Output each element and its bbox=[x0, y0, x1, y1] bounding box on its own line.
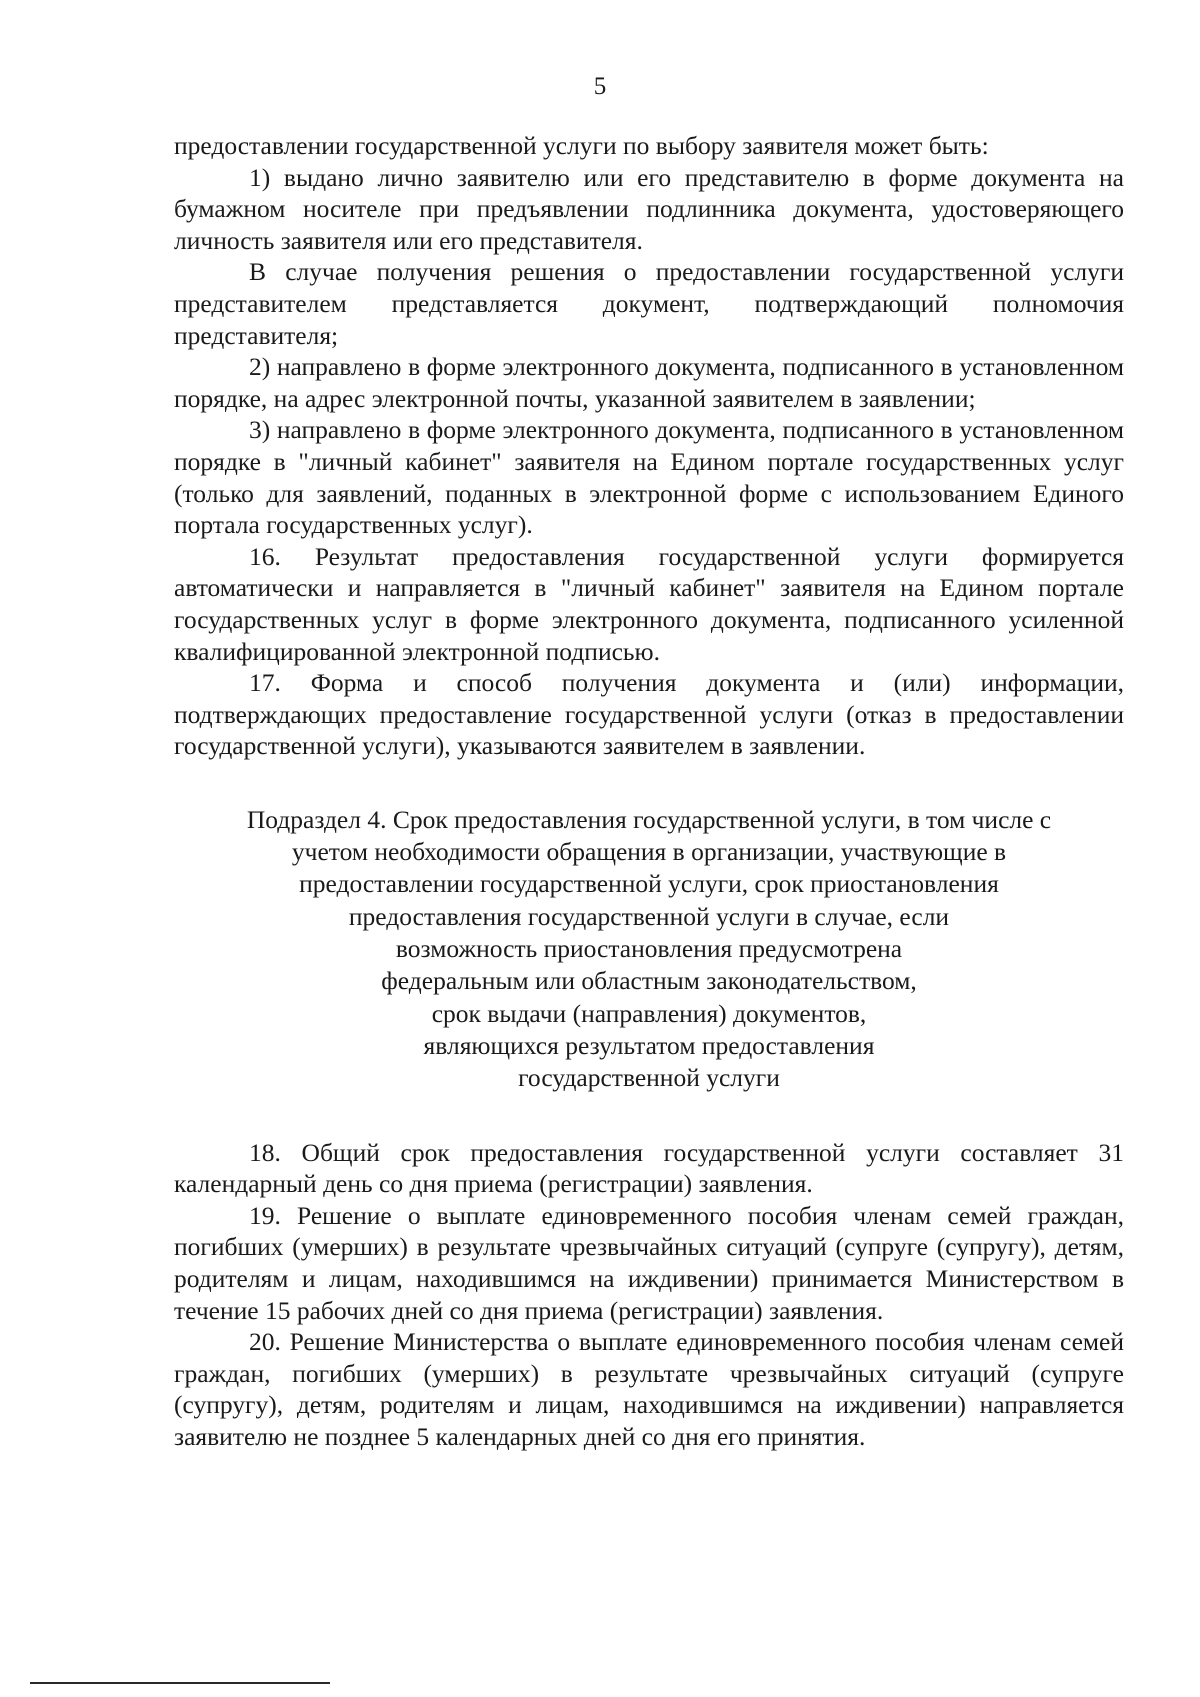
paragraph: 16. Результат предоставления государственной услуги формируется автоматически и направляется в "личный кабинет" заявителя на Едином портале государственных услуг в форме электронного документа, подписанного усиленной квалифицированной электронной подписью. bbox=[174, 541, 1124, 666]
paragraph: 19. Решение о выплате единовременного пособия членам семей граждан, погибших (умерших) в результате чрезвычайных ситуаций (супруге (супругу), детям, родителям и лицам, находившимся на иждивении) принимается Министерством в течение 15 рабочих дней со дня приема (регистрации) заявления. bbox=[174, 1200, 1124, 1325]
paragraph: 20. Решение Министерства о выплате единовременного пособия членам семей граждан, погибших (умерших) в результате чрезвычайных ситуаций (супруге (супругу), детям, родителям и лицам, находившимся на иждивении) направляется заявителю не позднее 5 календарных дней со дня его принятия. bbox=[174, 1327, 1124, 1451]
heading-line: являющихся результатом предоставления bbox=[423, 1030, 875, 1060]
footer-rule bbox=[30, 1682, 330, 1684]
heading-line: предоставлении государственной услуги, срок приостановления bbox=[299, 869, 999, 899]
section-before-heading bbox=[174, 130, 1124, 762]
paragraph: 17. Форма и способ получения документа и (или) информации, подтверждающих предоставление государственной услуги (отказ в предоставлении государственной услуги), указываются заявителем в заявлении. bbox=[174, 668, 1124, 761]
paragraph: 2) направлено в форме электронного документа, подписанного в установленном порядке, на адрес электронной почты, указанной заявителем в заявлении; bbox=[174, 352, 1124, 413]
heading-line: федеральным или областным законодательством, bbox=[381, 966, 917, 996]
heading-line: учетом необходимости обращения в организации, участвующие в bbox=[291, 837, 1007, 867]
subsection-heading bbox=[174, 804, 1124, 1095]
page-number: 5 bbox=[593, 73, 607, 100]
paragraph: 18. Общий срок предоставления государственной услуги составляет 31 календарный день со дня приема (регистрации) заявления. bbox=[174, 1137, 1124, 1199]
document-body bbox=[174, 130, 1124, 1452]
paragraph: 1) выдано лично заявителю или его представителю в форме документа на бумажном носителе при предъявлении подлинника документа, удостоверяющего личность заявителя или его представителя. bbox=[174, 162, 1124, 255]
paragraph: предоставлении государственной услуги по выбору заявителя может быть: bbox=[174, 131, 989, 160]
heading-line: срок выдачи (направления) документов, bbox=[431, 998, 867, 1028]
heading-line: возможность приостановления предусмотрена bbox=[395, 934, 903, 964]
section-after-heading bbox=[174, 1137, 1124, 1453]
paragraph: В случае получения решения о предоставлении государственной услуги представителем представляется документ, подтверждающий полномочия представителя; bbox=[174, 257, 1124, 350]
heading-line: Подраздел 4. Срок предоставления государственной услуги, в том числе с bbox=[246, 804, 1052, 834]
heading-line: государственной услуги bbox=[518, 1063, 780, 1093]
heading-line: предоставления государственной услуги в случае, если bbox=[348, 901, 950, 931]
paragraph: 3) направлено в форме электронного документа, подписанного в установленном порядке в "личный кабинет" заявителя на Едином портале государственных услуг (только для заявлений, поданных в электронной форме с использованием Единого портала государственных услуг). bbox=[174, 415, 1124, 540]
